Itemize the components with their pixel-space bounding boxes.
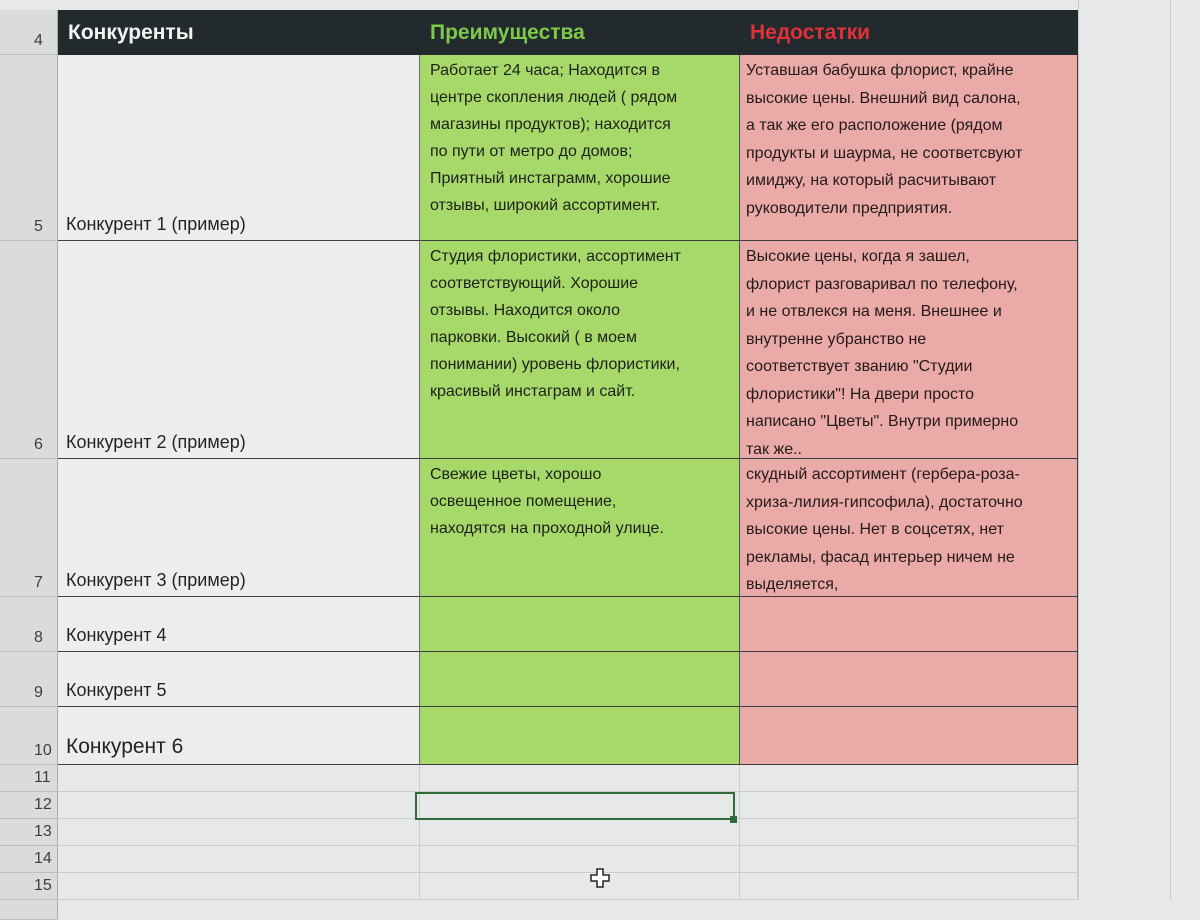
advantages-text-line: центре скопления людей ( рядом <box>430 89 678 106</box>
disadvantages-text-line: так же.. <box>746 440 802 458</box>
advantages-text-line: красивый инстаграм и сайт. <box>430 383 636 400</box>
disadvantages-cell[interactable] <box>740 597 1078 652</box>
advantages-text-line: находятся на проходной улице. <box>430 520 664 537</box>
advantages-cell[interactable] <box>420 652 740 707</box>
row-header[interactable]: 15 <box>0 873 58 900</box>
disadvantages-text-line: выделяется, <box>746 576 839 593</box>
disadvantages-text-line: соответствует званию "Студии <box>746 358 973 375</box>
row-header[interactable]: 8 <box>0 597 58 652</box>
header-advantages[interactable]: Преимущества <box>420 10 740 55</box>
empty-cell[interactable] <box>58 765 420 792</box>
row-header <box>0 900 58 920</box>
competitor-name-cell[interactable]: Конкурент 5 <box>58 652 420 707</box>
disadvantages-text-line: а так же его расположение (рядом <box>746 117 1003 134</box>
advantages-text-line: понимании) уровень флористики, <box>430 356 680 373</box>
disadvantages-text-line: продукты и шаурма, не соответсвуют <box>746 144 1023 162</box>
header-competitors[interactable]: Конкуренты <box>58 10 420 55</box>
disadvantages-text-line: внутренне убранство не <box>746 330 927 348</box>
fill-handle[interactable] <box>730 816 737 823</box>
row-header[interactable]: 6 <box>0 241 58 459</box>
row-header[interactable]: 12 <box>0 792 58 819</box>
advantages-cell[interactable] <box>420 707 740 765</box>
row-header[interactable]: 13 <box>0 819 58 846</box>
empty-cell[interactable] <box>740 792 1078 819</box>
row-header[interactable]: 11 <box>0 765 58 792</box>
empty-cell[interactable] <box>58 792 420 819</box>
disadvantages-text-line: высокие цены. Внешний вид салона, <box>746 89 1021 107</box>
disadvantages-cell[interactable] <box>740 55 1078 241</box>
disadvantages-text-line: имиджу, на который расчитывают <box>746 172 997 189</box>
advantages-text-line: отзывы, широкий ассортимент. <box>430 197 661 214</box>
disadvantages-text-line: и не отвлекся на меня. Внешнее и <box>746 303 1002 320</box>
advantages-text-line: освещенное помещение, <box>430 493 617 510</box>
advantages-text-line: Работает 24 часа; Находится в <box>430 62 661 79</box>
empty-cell[interactable] <box>740 873 1078 900</box>
row-header[interactable]: 5 <box>0 55 58 241</box>
row-header[interactable]: 14 <box>0 846 58 873</box>
competitor-name-cell[interactable]: Конкурент 2 (пример) <box>58 241 420 459</box>
header-disadvantages[interactable]: Недостатки <box>740 10 1078 55</box>
selected-cell-outline[interactable] <box>415 792 735 820</box>
advantages-cell[interactable] <box>420 241 740 459</box>
disadvantages-cell[interactable] <box>740 459 1078 597</box>
empty-cell[interactable] <box>420 846 740 873</box>
empty-cell[interactable] <box>420 873 740 900</box>
disadvantages-cell[interactable] <box>740 707 1078 765</box>
advantages-cell[interactable] <box>420 55 740 241</box>
disadvantages-cell[interactable] <box>740 652 1078 707</box>
disadvantages-text-line: Высокие цены, когда я зашел, <box>746 248 970 265</box>
advantages-text-line: магазины продуктов); находится <box>430 116 671 133</box>
advantages-text-line: по пути от метро до домов; <box>430 143 633 160</box>
advantages-cell[interactable] <box>420 597 740 652</box>
empty-cell[interactable] <box>420 819 740 846</box>
disadvantages-text-line: хриза-лилия-гипсофила), достаточно <box>746 493 1023 511</box>
advantages-text-line: соответствующий. Хорошие <box>430 275 639 292</box>
competitor-name-cell[interactable]: Конкурент 4 <box>58 597 420 652</box>
advantages-text-line: Свежие цветы, хорошо <box>430 466 602 483</box>
disadvantages-text-line: руководители предприятия. <box>746 199 953 217</box>
disadvantages-text-line: Уставшая бабушка флорист, крайне <box>746 62 1014 79</box>
disadvantages-text-line: скудный ассортимент (гербера-роза- <box>746 466 1020 483</box>
empty-cell[interactable] <box>740 846 1078 873</box>
empty-cell[interactable] <box>420 765 740 792</box>
empty-cell[interactable] <box>58 846 420 873</box>
row-header[interactable]: 7 <box>0 459 58 597</box>
competitor-name-cell[interactable]: Конкурент 6 <box>58 707 420 765</box>
disadvantages-text-line: флористики"! На двери просто <box>746 385 975 403</box>
competitor-name-cell[interactable]: Конкурент 3 (пример) <box>58 459 420 597</box>
advantages-text-line: Студия флористики, ассортимент <box>430 248 681 265</box>
empty-cell[interactable] <box>58 819 420 846</box>
advantages-text-line: отзывы. Находится около <box>430 302 620 319</box>
disadvantages-text-line: рекламы, фасад интерьер ничем не <box>746 548 1015 566</box>
disadvantages-cell[interactable] <box>740 241 1078 459</box>
row-header[interactable]: 9 <box>0 652 58 707</box>
disadvantages-text-line: написано "Цветы". Внутри примерно <box>746 413 1019 430</box>
column-gridline <box>1170 0 1171 900</box>
advantages-cell[interactable] <box>420 459 740 597</box>
empty-cell[interactable] <box>740 819 1078 846</box>
competitor-name-cell[interactable]: Конкурент 1 (пример) <box>58 55 420 241</box>
disadvantages-text-line: флорист разговаривал по телефону, <box>746 275 1018 293</box>
empty-cell[interactable] <box>58 873 420 900</box>
disadvantages-text-line: высокие цены. Нет в соцсетях, нет <box>746 521 1004 538</box>
advantages-text-line: Приятный инстаграмм, хорошие <box>430 170 671 187</box>
plus-cell-cursor-icon <box>590 868 610 893</box>
empty-cell[interactable] <box>740 765 1078 792</box>
advantages-text-line: парковки. Высокий ( в моем <box>430 329 637 346</box>
row-header[interactable]: 10 <box>0 707 58 765</box>
row-header[interactable]: 4 <box>0 10 58 55</box>
column-gridline <box>1078 0 1079 900</box>
